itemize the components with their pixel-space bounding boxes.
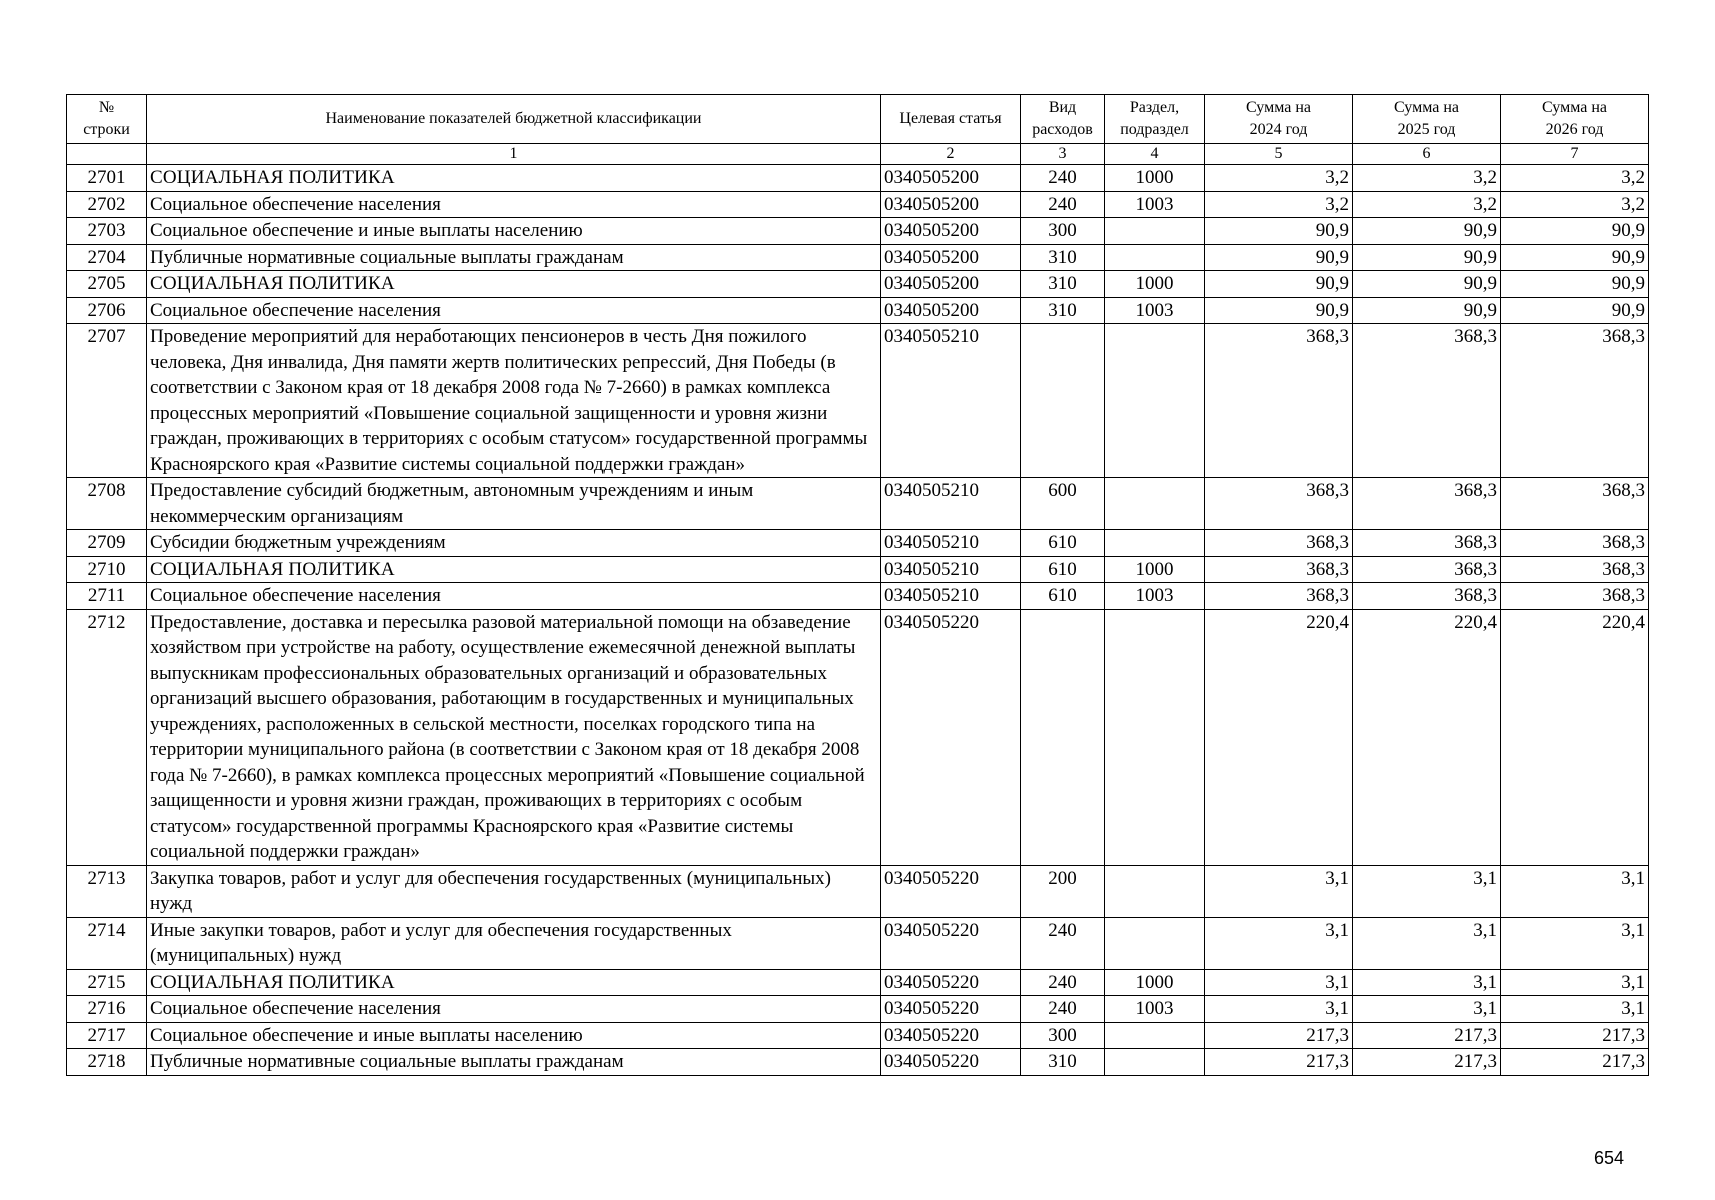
indicator-name-cell: СОЦИАЛЬНАЯ ПОЛИТИКА bbox=[147, 556, 881, 583]
target-article-cell: 0340505220 bbox=[881, 996, 1021, 1023]
target-article-cell: 0340505220 bbox=[881, 865, 1021, 917]
sum-2024-cell: 368,3 bbox=[1205, 478, 1353, 530]
sum-2024-cell: 217,3 bbox=[1205, 1049, 1353, 1076]
row-number-cell: 2701 bbox=[67, 165, 147, 192]
table-row bbox=[67, 1049, 1649, 1076]
section-cell bbox=[1105, 218, 1205, 245]
section-cell bbox=[1105, 1049, 1205, 1076]
sum-2026-cell: 90,9 bbox=[1501, 244, 1649, 271]
sum-2025-cell: 3,2 bbox=[1353, 165, 1501, 192]
table-row bbox=[67, 583, 1649, 610]
target-article-cell: 0340505200 bbox=[881, 271, 1021, 298]
sum-2026-cell: 3,1 bbox=[1501, 917, 1649, 969]
sum-2026-cell: 368,3 bbox=[1501, 583, 1649, 610]
section-cell bbox=[1105, 865, 1205, 917]
indicator-name-cell: Социальное обеспечение населения bbox=[147, 191, 881, 218]
indicator-name-cell: Социальное обеспечение населения bbox=[147, 297, 881, 324]
expense-type-cell: 300 bbox=[1021, 1022, 1105, 1049]
sum-2024-cell: 90,9 bbox=[1205, 218, 1353, 245]
sum-2025-cell: 3,1 bbox=[1353, 969, 1501, 996]
sum-2025-cell: 90,9 bbox=[1353, 244, 1501, 271]
target-article-cell: 0340505220 bbox=[881, 969, 1021, 996]
header-expense-type: Вид расходов bbox=[1021, 95, 1105, 144]
row-number-cell: 2703 bbox=[67, 218, 147, 245]
header-number-7: 7 bbox=[1501, 144, 1649, 165]
target-article-cell: 0340505220 bbox=[881, 609, 1021, 865]
expense-type-cell: 310 bbox=[1021, 271, 1105, 298]
row-number-cell: 2716 bbox=[67, 996, 147, 1023]
sum-2024-cell: 368,3 bbox=[1205, 583, 1353, 610]
header-number-2: 2 bbox=[881, 144, 1021, 165]
table-body bbox=[67, 165, 1649, 1076]
sum-2024-cell: 90,9 bbox=[1205, 244, 1353, 271]
section-cell: 1003 bbox=[1105, 583, 1205, 610]
expense-type-cell: 240 bbox=[1021, 969, 1105, 996]
header-number-row bbox=[67, 144, 1649, 165]
indicator-name-cell: Социальное обеспечение и иные выплаты населению bbox=[147, 218, 881, 245]
target-article-cell: 0340505210 bbox=[881, 556, 1021, 583]
target-article-cell: 0340505220 bbox=[881, 1022, 1021, 1049]
header-number-4: 4 bbox=[1105, 144, 1205, 165]
sum-2026-cell: 90,9 bbox=[1501, 271, 1649, 298]
indicator-name-cell: Иные закупки товаров, работ и услуг для обеспечения государственных (муниципальных) нужд bbox=[147, 917, 881, 969]
section-cell: 1003 bbox=[1105, 191, 1205, 218]
target-article-cell: 0340505200 bbox=[881, 165, 1021, 192]
sum-2026-cell: 220,4 bbox=[1501, 609, 1649, 865]
section-cell: 1000 bbox=[1105, 969, 1205, 996]
sum-2025-cell: 368,3 bbox=[1353, 324, 1501, 478]
expense-type-cell: 310 bbox=[1021, 1049, 1105, 1076]
indicator-name-cell: Предоставление субсидий бюджетным, автономным учреждениям и иным некоммерческим организациям bbox=[147, 478, 881, 530]
header-sum-2026: Сумма на 2026 год bbox=[1501, 95, 1649, 144]
sum-2026-cell: 368,3 bbox=[1501, 478, 1649, 530]
sum-2024-cell: 220,4 bbox=[1205, 609, 1353, 865]
header-indicator-name: Наименование показателей бюджетной классификации bbox=[147, 95, 881, 144]
sum-2025-cell: 90,9 bbox=[1353, 271, 1501, 298]
header-number-5: 5 bbox=[1205, 144, 1353, 165]
sum-2024-cell: 3,1 bbox=[1205, 917, 1353, 969]
table-row bbox=[67, 530, 1649, 557]
section-cell: 1003 bbox=[1105, 996, 1205, 1023]
header-number-3: 3 bbox=[1021, 144, 1105, 165]
row-number-cell: 2704 bbox=[67, 244, 147, 271]
section-cell bbox=[1105, 917, 1205, 969]
table-row bbox=[67, 191, 1649, 218]
sum-2026-cell: 217,3 bbox=[1501, 1022, 1649, 1049]
sum-2024-cell: 368,3 bbox=[1205, 556, 1353, 583]
row-number-cell: 2710 bbox=[67, 556, 147, 583]
indicator-name-cell: СОЦИАЛЬНАЯ ПОЛИТИКА bbox=[147, 271, 881, 298]
target-article-cell: 0340505220 bbox=[881, 917, 1021, 969]
table-row bbox=[67, 996, 1649, 1023]
sum-2026-cell: 3,1 bbox=[1501, 865, 1649, 917]
row-number-cell: 2702 bbox=[67, 191, 147, 218]
sum-2025-cell: 3,2 bbox=[1353, 191, 1501, 218]
header-number-empty bbox=[67, 144, 147, 165]
target-article-cell: 0340505200 bbox=[881, 244, 1021, 271]
target-article-cell: 0340505200 bbox=[881, 191, 1021, 218]
row-number-cell: 2714 bbox=[67, 917, 147, 969]
section-cell bbox=[1105, 324, 1205, 478]
row-number-cell: 2709 bbox=[67, 530, 147, 557]
sum-2025-cell: 3,1 bbox=[1353, 917, 1501, 969]
table-row bbox=[67, 244, 1649, 271]
sum-2026-cell: 90,9 bbox=[1501, 218, 1649, 245]
sum-2024-cell: 90,9 bbox=[1205, 271, 1353, 298]
target-article-cell: 0340505220 bbox=[881, 1049, 1021, 1076]
expense-type-cell bbox=[1021, 324, 1105, 478]
sum-2026-cell: 3,1 bbox=[1501, 969, 1649, 996]
header-section: Раздел, подраздел bbox=[1105, 95, 1205, 144]
expense-type-cell: 300 bbox=[1021, 218, 1105, 245]
sum-2026-cell: 217,3 bbox=[1501, 1049, 1649, 1076]
expense-type-cell: 240 bbox=[1021, 996, 1105, 1023]
expense-type-cell: 240 bbox=[1021, 191, 1105, 218]
table-row bbox=[67, 969, 1649, 996]
indicator-name-cell: Публичные нормативные социальные выплаты гражданам bbox=[147, 244, 881, 271]
section-cell bbox=[1105, 478, 1205, 530]
row-number-cell: 2715 bbox=[67, 969, 147, 996]
sum-2025-cell: 217,3 bbox=[1353, 1022, 1501, 1049]
header-number-6: 6 bbox=[1353, 144, 1501, 165]
sum-2024-cell: 368,3 bbox=[1205, 324, 1353, 478]
table-row bbox=[67, 478, 1649, 530]
indicator-name-cell: Предоставление, доставка и пересылка разовой материальной помощи на обзаведение хозяйством при устройстве на работу, осуществление ежемесячной денежной выплаты выпускникам профессиональных образовательных организаций и образовательных организаций высшего образования, работающим в государственных и муниципальных учреждениях, расположенных в сельской местности, поселках городского типа на территории муниципального района (в соответствии с Законом края от 18 декабря 2008 года № 7-2660), в рамках комплекса процессных мероприятий «Повышение социальной защищенности и уровня жизни граждан, проживающих в территориях с особым статусом» государственной программы Красноярского края «Развитие системы социальной поддержки граждан» bbox=[147, 609, 881, 865]
target-article-cell: 0340505210 bbox=[881, 324, 1021, 478]
sum-2024-cell: 3,2 bbox=[1205, 191, 1353, 218]
sum-2024-cell: 217,3 bbox=[1205, 1022, 1353, 1049]
header-sum-2024: Сумма на 2024 год bbox=[1205, 95, 1353, 144]
indicator-name-cell: Закупка товаров, работ и услуг для обеспечения государственных (муниципальных) нужд bbox=[147, 865, 881, 917]
budget-sheet bbox=[66, 94, 1648, 1076]
sum-2025-cell: 217,3 bbox=[1353, 1049, 1501, 1076]
target-article-cell: 0340505210 bbox=[881, 583, 1021, 610]
indicator-name-cell: Социальное обеспечение населения bbox=[147, 583, 881, 610]
sum-2024-cell: 3,1 bbox=[1205, 865, 1353, 917]
sum-2025-cell: 90,9 bbox=[1353, 218, 1501, 245]
indicator-name-cell: СОЦИАЛЬНАЯ ПОЛИТИКА bbox=[147, 165, 881, 192]
sum-2026-cell: 3,2 bbox=[1501, 191, 1649, 218]
row-number-cell: 2706 bbox=[67, 297, 147, 324]
expense-type-cell: 240 bbox=[1021, 165, 1105, 192]
header-sum-2025: Сумма на 2025 год bbox=[1353, 95, 1501, 144]
sum-2026-cell: 3,2 bbox=[1501, 165, 1649, 192]
target-article-cell: 0340505210 bbox=[881, 530, 1021, 557]
expense-type-cell: 240 bbox=[1021, 917, 1105, 969]
header-row bbox=[67, 95, 1649, 144]
section-cell bbox=[1105, 530, 1205, 557]
expense-type-cell: 610 bbox=[1021, 583, 1105, 610]
sum-2024-cell: 3,1 bbox=[1205, 969, 1353, 996]
indicator-name-cell: Социальное обеспечение и иные выплаты населению bbox=[147, 1022, 881, 1049]
table-row bbox=[67, 297, 1649, 324]
sum-2025-cell: 3,1 bbox=[1353, 996, 1501, 1023]
row-number-cell: 2712 bbox=[67, 609, 147, 865]
section-cell: 1000 bbox=[1105, 556, 1205, 583]
section-cell: 1000 bbox=[1105, 271, 1205, 298]
sum-2024-cell: 3,2 bbox=[1205, 165, 1353, 192]
sum-2026-cell: 90,9 bbox=[1501, 297, 1649, 324]
sum-2025-cell: 368,3 bbox=[1353, 530, 1501, 557]
table-row bbox=[67, 865, 1649, 917]
sum-2025-cell: 368,3 bbox=[1353, 583, 1501, 610]
target-article-cell: 0340505210 bbox=[881, 478, 1021, 530]
sum-2024-cell: 368,3 bbox=[1205, 530, 1353, 557]
expense-type-cell: 610 bbox=[1021, 530, 1105, 557]
table-row bbox=[67, 556, 1649, 583]
expense-type-cell: 200 bbox=[1021, 865, 1105, 917]
expense-type-cell bbox=[1021, 609, 1105, 865]
sum-2025-cell: 90,9 bbox=[1353, 297, 1501, 324]
page-number: 654 bbox=[1594, 1148, 1625, 1168]
expense-type-cell: 610 bbox=[1021, 556, 1105, 583]
section-cell bbox=[1105, 609, 1205, 865]
expense-type-cell: 310 bbox=[1021, 297, 1105, 324]
sum-2026-cell: 368,3 bbox=[1501, 556, 1649, 583]
table-row bbox=[67, 1022, 1649, 1049]
row-number-cell: 2717 bbox=[67, 1022, 147, 1049]
expense-type-cell: 310 bbox=[1021, 244, 1105, 271]
row-number-cell: 2711 bbox=[67, 583, 147, 610]
budget-table bbox=[66, 94, 1649, 1076]
sum-2026-cell: 3,1 bbox=[1501, 996, 1649, 1023]
indicator-name-cell: Субсидии бюджетным учреждениям bbox=[147, 530, 881, 557]
section-cell bbox=[1105, 1022, 1205, 1049]
sum-2026-cell: 368,3 bbox=[1501, 324, 1649, 478]
table-row bbox=[67, 324, 1649, 478]
table-row bbox=[67, 271, 1649, 298]
row-number-cell: 2718 bbox=[67, 1049, 147, 1076]
row-number-cell: 2707 bbox=[67, 324, 147, 478]
sum-2024-cell: 90,9 bbox=[1205, 297, 1353, 324]
expense-type-cell: 600 bbox=[1021, 478, 1105, 530]
section-cell bbox=[1105, 244, 1205, 271]
sum-2025-cell: 3,1 bbox=[1353, 865, 1501, 917]
row-number-cell: 2705 bbox=[67, 271, 147, 298]
target-article-cell: 0340505200 bbox=[881, 297, 1021, 324]
indicator-name-cell: Публичные нормативные социальные выплаты гражданам bbox=[147, 1049, 881, 1076]
table-row bbox=[67, 917, 1649, 969]
indicator-name-cell: Социальное обеспечение населения bbox=[147, 996, 881, 1023]
indicator-name-cell: Проведение мероприятий для неработающих пенсионеров в честь Дня пожилого человека, Дня инвалида, Дня памяти жертв политических репрессий, Дня Победы (в соответствии с Законом края от 18 декабря 2008 года № 7-2660) в рамках комплекса процессных мероприятий «Повышение социальной защищенности и уровня жизни граждан, проживающих в территориях с особым статусом» государственной программы Красноярского края «Развитие системы социальной поддержки граждан» bbox=[147, 324, 881, 478]
table-row bbox=[67, 609, 1649, 865]
section-cell: 1003 bbox=[1105, 297, 1205, 324]
sum-2025-cell: 368,3 bbox=[1353, 556, 1501, 583]
sum-2025-cell: 368,3 bbox=[1353, 478, 1501, 530]
header-target-article: Целевая статья bbox=[881, 95, 1021, 144]
row-number-cell: 2708 bbox=[67, 478, 147, 530]
table-row bbox=[67, 218, 1649, 245]
section-cell: 1000 bbox=[1105, 165, 1205, 192]
indicator-name-cell: СОЦИАЛЬНАЯ ПОЛИТИКА bbox=[147, 969, 881, 996]
row-number-cell: 2713 bbox=[67, 865, 147, 917]
header-row-number: № строки bbox=[67, 95, 147, 144]
header-number-1: 1 bbox=[147, 144, 881, 165]
table-row bbox=[67, 165, 1649, 192]
target-article-cell: 0340505200 bbox=[881, 218, 1021, 245]
sum-2024-cell: 3,1 bbox=[1205, 996, 1353, 1023]
sum-2025-cell: 220,4 bbox=[1353, 609, 1501, 865]
sum-2026-cell: 368,3 bbox=[1501, 530, 1649, 557]
